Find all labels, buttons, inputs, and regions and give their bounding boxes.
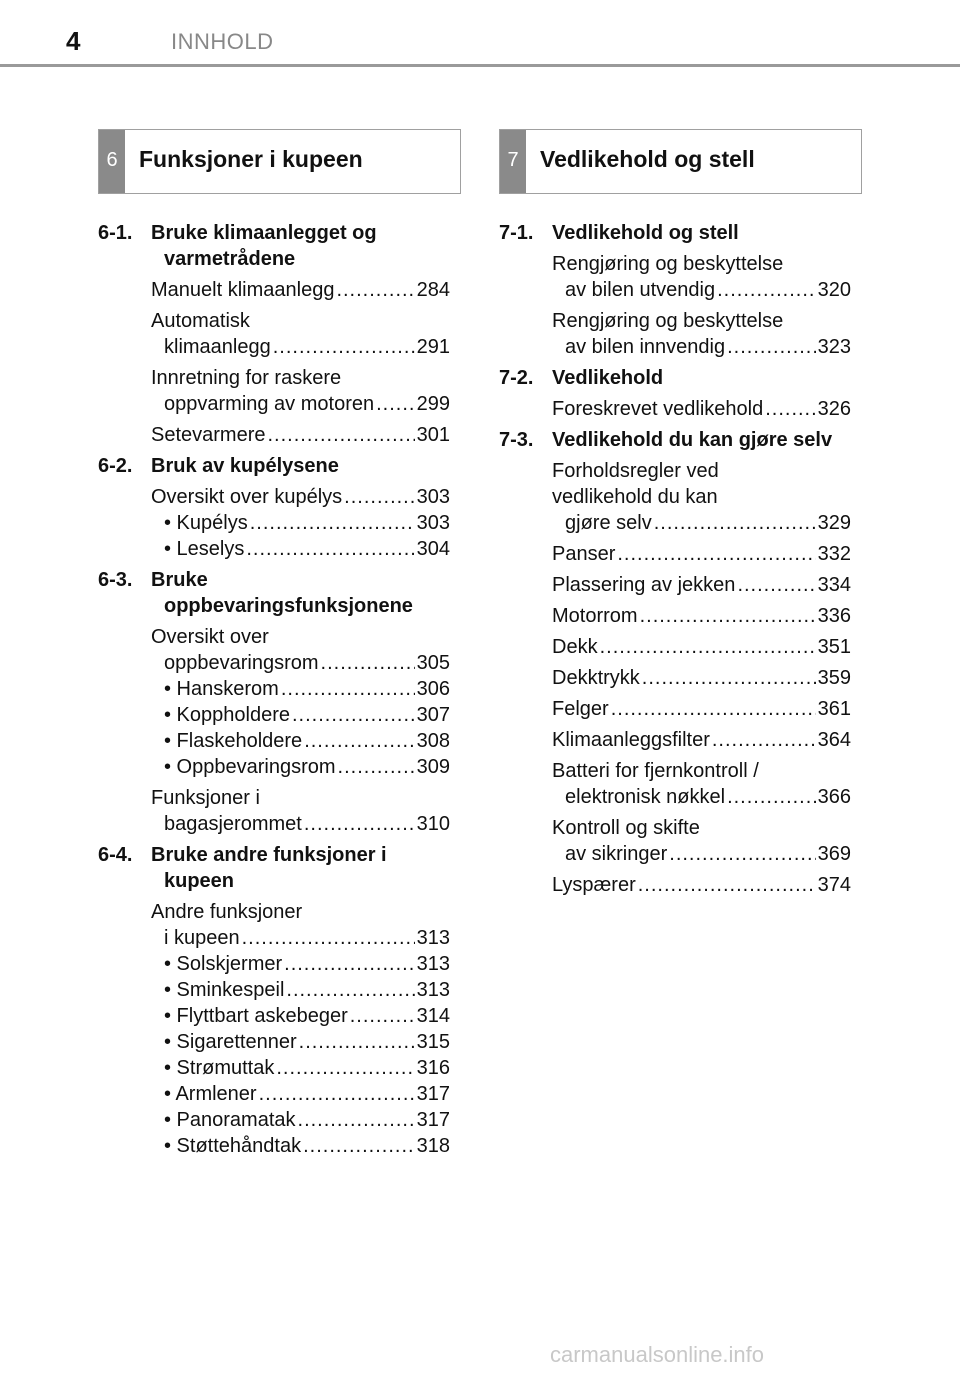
- dot-leader: [281, 676, 415, 702]
- toc-page-number: 314: [416, 1005, 450, 1027]
- toc-section: [499, 365, 851, 422]
- dot-leader: [242, 925, 415, 951]
- section-heading: [98, 220, 450, 272]
- dot-leader: [336, 277, 414, 303]
- toc-entry: [151, 308, 450, 360]
- toc-page-number: 351: [817, 636, 851, 658]
- section-heading: [98, 842, 450, 894]
- toc-link[interactable]: [151, 391, 450, 417]
- toc-entry-line: Batteri for fjernkontroll /: [552, 760, 759, 782]
- toc-sub-link[interactable]: [151, 951, 450, 977]
- dot-leader: [246, 536, 414, 562]
- toc-section: [499, 220, 851, 360]
- toc-page-number: 334: [817, 574, 851, 596]
- dot-leader: [286, 977, 414, 1003]
- toc-link[interactable]: [552, 841, 851, 867]
- toc-link[interactable]: [552, 665, 851, 691]
- toc-entry-text: • Koppholdere: [164, 704, 290, 726]
- toc-link[interactable]: [151, 650, 450, 676]
- toc-section: [499, 427, 851, 898]
- toc-entry: [151, 624, 450, 780]
- toc-page-number: 313: [416, 979, 450, 1001]
- toc-page-number: 320: [817, 279, 851, 301]
- section-title: Bruke andre funksjoner i kupeen: [151, 844, 387, 892]
- dot-leader: [638, 872, 816, 898]
- toc-entry-text: • Støttehåndtak: [164, 1135, 302, 1157]
- section-heading: [499, 220, 851, 246]
- toc-link[interactable]: [151, 484, 450, 510]
- toc-entry-text: • Sminkespeil: [164, 979, 285, 1001]
- toc-entry: [151, 484, 450, 562]
- toc-sub-link[interactable]: [151, 754, 450, 780]
- toc-entry-text: klimaanlegg: [164, 336, 271, 358]
- dot-leader: [321, 650, 415, 676]
- section-title: Vedlikehold du kan gjøre selv: [552, 429, 833, 451]
- section-number: 7-3.: [499, 429, 534, 451]
- toc-sub-link[interactable]: [151, 1081, 450, 1107]
- toc-page-number: 323: [817, 336, 851, 358]
- toc-entry: [151, 422, 450, 448]
- toc-page-number: 374: [817, 874, 851, 896]
- toc-entry-text: i kupeen: [164, 927, 240, 949]
- chapter-7-number: 7: [500, 130, 526, 193]
- toc-sub-link[interactable]: [151, 536, 450, 562]
- toc-page-number: 306: [416, 678, 450, 700]
- toc-entry-text: • Flaskeholdere: [164, 730, 303, 752]
- toc-page-number: 332: [817, 543, 851, 565]
- toc-entry: [552, 458, 851, 536]
- section-heading: [98, 453, 450, 479]
- chapter-7-title: Vedlikehold og stell: [540, 146, 755, 172]
- toc-page-number: 336: [817, 605, 851, 627]
- section-number: 7-2.: [499, 367, 534, 389]
- toc-sub-link[interactable]: [151, 1107, 450, 1133]
- toc-page-number: 305: [416, 652, 450, 674]
- section-title: Bruke klimaanlegget og varmetrådene: [151, 222, 377, 270]
- dot-leader: [642, 665, 816, 691]
- toc-sub-link[interactable]: [151, 1029, 450, 1055]
- dot-leader: [303, 1133, 415, 1159]
- dot-leader: [765, 396, 815, 422]
- section-heading: [499, 365, 851, 391]
- chapter-7-heading: [499, 129, 862, 194]
- toc-page-number: 329: [817, 512, 851, 534]
- toc-entry-text: Lyspærer: [552, 874, 636, 896]
- dot-leader: [600, 634, 816, 660]
- toc-entry: [552, 727, 851, 753]
- toc-entry-text: • Oppbevaringsrom: [164, 756, 336, 778]
- watermark: carmanualsonline.info: [550, 1342, 765, 1367]
- toc-entry-text: elektronisk nøkkel: [565, 786, 726, 808]
- toc-link[interactable]: [552, 634, 851, 660]
- toc-entry-text: • Panoramatak: [164, 1109, 296, 1131]
- toc-entry-line: vedlikehold du kan: [552, 486, 718, 508]
- page-header: [0, 0, 960, 68]
- dot-leader: [712, 727, 816, 753]
- chapter-7-toc: [499, 220, 851, 903]
- toc-section: [98, 842, 450, 1159]
- toc-page-number: 299: [416, 393, 450, 415]
- section-number: 6-3.: [98, 569, 133, 591]
- toc-page-number: 359: [817, 667, 851, 689]
- toc-link[interactable]: [552, 784, 851, 810]
- toc-sub-link[interactable]: [151, 728, 450, 754]
- toc-link[interactable]: [552, 727, 851, 753]
- page-section-title: INNHOLD: [171, 29, 274, 54]
- toc-entry: [151, 365, 450, 417]
- chapter-6-heading: [98, 129, 461, 194]
- chapter-6-toc: [98, 220, 450, 1164]
- toc-link[interactable]: [151, 422, 450, 448]
- toc-link[interactable]: [552, 541, 851, 567]
- toc-page-number: 364: [817, 729, 851, 751]
- dot-leader: [654, 510, 816, 536]
- dot-leader: [259, 1081, 415, 1107]
- dot-leader: [737, 572, 815, 598]
- toc-entry-line: Forholdsregler ved: [552, 460, 719, 482]
- toc-entry: [552, 603, 851, 629]
- toc-link[interactable]: [552, 510, 851, 536]
- toc-page-number: 316: [416, 1057, 450, 1079]
- section-number: 6-2.: [98, 455, 133, 477]
- dot-leader: [640, 603, 816, 629]
- toc-entry-text: Panser: [552, 543, 616, 565]
- toc-page-number: 291: [416, 336, 450, 358]
- toc-entry-line: Andre funksjoner: [151, 901, 303, 923]
- toc-entry: [552, 572, 851, 598]
- dot-leader: [268, 422, 415, 448]
- dot-leader: [376, 391, 415, 417]
- toc-entry-text: • Leselys: [164, 538, 245, 560]
- toc-entry-line: Funksjoner i: [151, 787, 260, 809]
- toc-sub-link[interactable]: [151, 1055, 450, 1081]
- toc-entry: [151, 785, 450, 837]
- toc-entry: [552, 758, 851, 810]
- toc-page-number: 313: [416, 927, 450, 949]
- toc-entry-text: Dekk: [552, 636, 598, 658]
- toc-entry-text: Foreskrevet vedlikehold: [552, 398, 764, 420]
- toc-page-number: 318: [416, 1135, 450, 1157]
- toc-page-number: 303: [416, 486, 450, 508]
- toc-section: [98, 220, 450, 448]
- toc-page-number: 315: [416, 1031, 450, 1053]
- toc-entry-text: Setevarmere: [151, 424, 266, 446]
- toc-page-number: 301: [416, 424, 450, 446]
- dot-leader: [273, 334, 415, 360]
- toc-entry-text: oppvarming av motoren: [164, 393, 375, 415]
- dot-leader: [292, 702, 415, 728]
- toc-entry: [552, 872, 851, 898]
- dot-leader: [727, 334, 816, 360]
- toc-link[interactable]: [151, 811, 450, 837]
- toc-entry: [552, 396, 851, 422]
- chapter-6-number: 6: [99, 130, 125, 193]
- toc-page-number: 317: [416, 1083, 450, 1105]
- section-number: 6-4.: [98, 844, 133, 866]
- dot-leader: [350, 1003, 415, 1029]
- toc-page-number: 309: [416, 756, 450, 778]
- toc-entry-line: Rengjøring og beskyttelse: [552, 310, 784, 332]
- toc-entry: [151, 277, 450, 303]
- toc-entry: [552, 634, 851, 660]
- toc-link[interactable]: [552, 572, 851, 598]
- section-number: 6-1.: [98, 222, 133, 244]
- toc-entry-text: • Flyttbart askebeger: [164, 1005, 348, 1027]
- toc-entry-text: av bilen utvendig: [565, 279, 716, 301]
- toc-page-number: 284: [416, 279, 450, 301]
- toc-sub-link[interactable]: [151, 1133, 450, 1159]
- toc-entry-text: av bilen innvendig: [565, 336, 726, 358]
- toc-entry-line: Kontroll og skifte: [552, 817, 700, 839]
- toc-link[interactable]: [552, 396, 851, 422]
- toc-page-number: 313: [416, 953, 450, 975]
- toc-entry-text: • Hanskerom: [164, 678, 279, 700]
- toc-entry-text: Oversikt over kupélys: [151, 486, 343, 508]
- toc-entry-line: Rengjøring og beskyttelse: [552, 253, 784, 275]
- toc-link[interactable]: [151, 277, 450, 303]
- toc-page-number: 317: [416, 1109, 450, 1131]
- dot-leader: [304, 811, 415, 837]
- dot-leader: [276, 1055, 414, 1081]
- toc-entry: [151, 899, 450, 1159]
- chapter-6-title: Funksjoner i kupeen: [139, 146, 363, 172]
- toc-sub-link[interactable]: [151, 510, 450, 536]
- toc-link[interactable]: [552, 603, 851, 629]
- toc-page-number: 304: [416, 538, 450, 560]
- toc-sub-link[interactable]: [151, 977, 450, 1003]
- toc-entry-text: • Strømuttak: [164, 1057, 275, 1079]
- toc-page-number: 307: [416, 704, 450, 726]
- toc-entry-text: bagasjerommet: [164, 813, 302, 835]
- dot-leader: [669, 841, 815, 867]
- dot-leader: [299, 1029, 415, 1055]
- toc-entry-text: Motorrom: [552, 605, 638, 627]
- toc-entry-line: Automatisk: [151, 310, 250, 332]
- toc-entry-line: Innretning for raskere: [151, 367, 342, 389]
- section-heading: [499, 427, 851, 453]
- toc-sub-link[interactable]: [151, 702, 450, 728]
- dot-leader: [617, 541, 815, 567]
- toc-link[interactable]: [552, 872, 851, 898]
- toc-link[interactable]: [552, 334, 851, 360]
- toc-link[interactable]: [552, 277, 851, 303]
- toc-entry-text: av sikringer: [565, 843, 668, 865]
- toc-page-number: 303: [416, 512, 450, 534]
- toc-entry: [552, 665, 851, 691]
- toc-entry-text: Plassering av jekken: [552, 574, 736, 596]
- dot-leader: [344, 484, 414, 510]
- dot-leader: [284, 951, 414, 977]
- page-number: 4: [66, 26, 81, 56]
- toc-entry: [552, 541, 851, 567]
- toc-entry: [552, 696, 851, 722]
- toc-page-number: 308: [416, 730, 450, 752]
- toc-entry-text: • Sigarettenner: [164, 1031, 297, 1053]
- toc-entry-text: Dekktrykk: [552, 667, 640, 689]
- toc-entry-text: • Solskjermer: [164, 953, 283, 975]
- toc-sub-link[interactable]: [151, 1003, 450, 1029]
- toc-entry-line: Oversikt over: [151, 626, 269, 648]
- toc-entry-text: gjøre selv: [565, 512, 652, 534]
- toc-page-number: 326: [817, 398, 851, 420]
- toc-entry: [552, 308, 851, 360]
- toc-page-number: 361: [817, 698, 851, 720]
- section-title: Vedlikehold og stell: [552, 222, 739, 244]
- toc-page-number: 366: [817, 786, 851, 808]
- section-title: Bruk av kupélysene: [151, 455, 339, 477]
- dot-leader: [304, 728, 414, 754]
- toc-page-number: 369: [817, 843, 851, 865]
- dot-leader: [250, 510, 415, 536]
- dot-leader: [717, 277, 816, 303]
- toc-page-number: 310: [416, 813, 450, 835]
- toc-sub-link[interactable]: [151, 676, 450, 702]
- toc-entry: [552, 815, 851, 867]
- header-divider: [0, 64, 960, 67]
- dot-leader: [338, 754, 415, 780]
- toc-entry-text: Klimaanleggsfilter: [552, 729, 710, 751]
- dot-leader: [727, 784, 816, 810]
- dot-leader: [298, 1107, 415, 1133]
- section-title: Bruke oppbevaringsfunksjonene: [151, 569, 413, 617]
- toc-entry-text: oppbevaringsrom: [164, 652, 319, 674]
- toc-link[interactable]: [151, 334, 450, 360]
- dot-leader: [611, 696, 816, 722]
- toc-entry-text: • Armlener: [164, 1083, 257, 1105]
- toc-entry-text: Felger: [552, 698, 609, 720]
- toc-entry-text: Manuelt klimaanlegg: [151, 279, 335, 301]
- toc-link[interactable]: [151, 925, 450, 951]
- section-number: 7-1.: [499, 222, 534, 244]
- section-title: Vedlikehold: [552, 367, 664, 389]
- section-heading: [98, 567, 450, 619]
- toc-entry: [552, 251, 851, 303]
- toc-link[interactable]: [552, 696, 851, 722]
- toc-section: [98, 453, 450, 562]
- toc-section: [98, 567, 450, 837]
- toc-entry-text: • Kupélys: [164, 512, 248, 534]
